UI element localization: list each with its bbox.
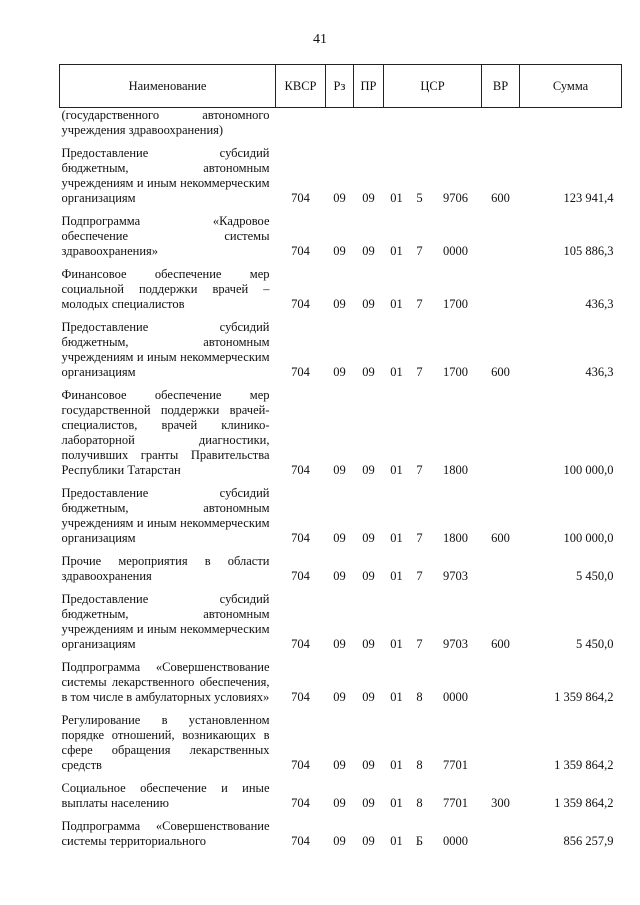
table-cell-vr [482,550,520,588]
table-cell-kvsr [276,108,326,143]
table-cell-rz [326,108,354,143]
table-cell-csr-program: 01 [390,758,403,772]
table-cell-vr: 300 [491,796,510,810]
table-cell-rz: 09 [333,244,346,258]
table-cell-rz: 09 [333,365,346,379]
table-cell-pr: 09 [362,297,375,311]
table-cell-pr [354,108,384,143]
table-cell-csr-program: 01 [390,690,403,704]
table-cell-csr-program: 01 [390,569,403,583]
table-cell-csr-subprogram: 7 [416,244,423,258]
table-cell-name: Подпрограмма «Совершенствование системы лекарственного обеспечения, в том числе в амбулаторных условиях» [61,660,270,704]
table-cell-pr: 09 [362,244,375,258]
table-cell-sum: 856 257,9 [563,834,614,848]
table-cell-sum: 1 359 864,2 [554,690,614,704]
table-cell-name: Подпрограмма «Кадровое обеспечение системы здравоохранения» [61,214,270,258]
header-kvsr: КВСР [276,65,326,108]
table-row [60,709,622,777]
table-row [60,384,622,482]
table-cell-kvsr: 704 [291,569,310,583]
table-cell-name: Подпрограмма «Совершенствование системы территориального [61,819,270,848]
table-cell-sum: 100 000,0 [563,463,614,477]
table-cell-rz: 09 [333,463,346,477]
table-cell-vr [482,263,520,316]
table-row [60,263,622,316]
table-cell-name: Предоставление субсидий бюджетным, автономным учреждениям и иным некоммерческим организациям [61,592,270,651]
table-cell-pr: 09 [362,365,375,379]
table-cell-sum: 1 359 864,2 [554,758,614,772]
table-cell-name: Прочие мероприятия в области здравоохранения [61,554,270,583]
table-cell-sum [520,108,622,143]
table-cell-kvsr: 704 [291,365,310,379]
table-cell-csr-subprogram: 7 [416,569,423,583]
table-cell-csr-code: 0000 [443,244,468,258]
table-row [60,777,622,815]
header-pr: ПР [354,65,384,108]
table-cell-vr: 600 [491,365,510,379]
table-cell-csr-subprogram: 8 [416,796,423,810]
table-cell-csr-program: 01 [390,463,403,477]
table-cell-rz: 09 [333,796,346,810]
table-row [60,108,622,143]
table-cell-pr: 09 [362,690,375,704]
table-cell-pr: 09 [362,758,375,772]
table-cell-csr-subprogram: Б [415,834,424,848]
table-cell-kvsr: 704 [291,191,310,205]
table-cell-csr-subprogram: 7 [416,463,423,477]
table-cell-kvsr: 704 [291,690,310,704]
table-cell-sum: 123 941,4 [563,191,614,205]
table-cell-vr: 600 [491,191,510,205]
table-cell-name: Предоставление субсидий бюджетным, автономным учреждениям и иным некоммерческим организациям [61,486,270,545]
table-cell-csr-code: 1800 [443,463,468,477]
table-row [60,656,622,709]
table-cell-name: Предоставление субсидий бюджетным, автономным учреждениям и иным некоммерческим организациям [61,320,270,379]
table-cell-name: Социальное обеспечение и иные выплаты населению [61,781,270,810]
table-cell-csr-program: 01 [390,531,403,545]
table-row [60,316,622,384]
table-cell-vr [482,656,520,709]
table-cell-pr: 09 [362,569,375,583]
table-cell-csr-program: 01 [390,796,403,810]
table-cell-csr-program: 01 [390,637,403,651]
table-cell-kvsr: 704 [291,834,310,848]
table-cell-pr: 09 [362,637,375,651]
page-number: 41 [313,32,327,47]
table-cell-csr-subprogram: 8 [416,690,423,704]
table-cell-csr-code: 0000 [443,834,468,848]
table-cell-csr-code [430,108,482,143]
table-cell-pr: 09 [362,834,375,848]
table-cell-csr-program: 01 [390,191,403,205]
header-name: Наименование [60,65,276,108]
table-cell-kvsr: 704 [291,637,310,651]
table-cell-csr-program: 01 [390,297,403,311]
table-cell-csr-code: 0000 [443,690,468,704]
table-cell-kvsr: 704 [291,531,310,545]
table-cell-vr [482,210,520,263]
table-cell-csr-program: 01 [390,244,403,258]
table-row [60,588,622,656]
table-cell-sum: 105 886,3 [563,244,614,258]
table-cell-csr-program: 01 [390,365,403,379]
table-cell-kvsr: 704 [291,244,310,258]
table-cell-csr-subprogram: 5 [416,191,423,205]
table-cell-vr: 600 [491,637,510,651]
table-cell-kvsr: 704 [291,297,310,311]
table-cell-pr: 09 [362,191,375,205]
table-cell-vr: 600 [491,531,510,545]
table-cell-csr-code: 1700 [443,297,468,311]
table-cell-rz: 09 [333,690,346,704]
table-cell-csr-code: 9703 [443,637,468,651]
table-cell-rz: 09 [333,637,346,651]
table-cell-sum: 436,3 [585,365,614,379]
header-sum: Сумма [520,65,622,108]
table-cell-csr-subprogram: 8 [416,758,423,772]
table-cell-csr-subprogram [410,108,430,143]
table-cell-name: Финансовое обеспечение мер государственной поддержки врачей-специалистов, врачей клинико-лабораторной диагностики, получивших гранты Правительства Республики Татарстан [61,388,270,477]
table-cell-vr [482,108,520,143]
table-cell-vr [482,384,520,482]
budget-table [59,64,622,853]
table-cell-name: (государственного автономного учреждения здравоохранения) [61,108,270,137]
table-cell-kvsr: 704 [291,463,310,477]
table-cell-sum: 100 000,0 [563,531,614,545]
table-cell-rz: 09 [333,531,346,545]
table-cell-vr [482,815,520,853]
table-cell-rz: 09 [333,758,346,772]
table-cell-csr-subprogram: 7 [416,297,423,311]
table-cell-csr-subprogram: 7 [416,531,423,545]
table-cell-rz: 09 [333,297,346,311]
header-vr: ВР [482,65,520,108]
table-cell-sum: 436,3 [585,297,614,311]
table-cell-csr-program: 01 [390,834,403,848]
table-row [60,142,622,210]
table-cell-csr-code: 7701 [443,758,468,772]
table-cell-csr-code: 1700 [443,365,468,379]
table-cell-kvsr: 704 [291,758,310,772]
header-rz: Рз [326,65,354,108]
table-cell-csr-program [384,108,410,143]
table-cell-pr: 09 [362,796,375,810]
table-cell-rz: 09 [333,834,346,848]
header-csr: ЦСР [384,65,482,108]
table-cell-csr-subprogram: 7 [416,365,423,379]
table-cell-csr-code: 1800 [443,531,468,545]
table-body [60,108,622,854]
table-cell-csr-subprogram: 7 [416,637,423,651]
table-cell-name: Регулирование в установленном порядке отношений, возникающих в сфере обращения лекарственных средств [61,713,270,772]
table-row [60,482,622,550]
table-cell-pr: 09 [362,463,375,477]
table-cell-kvsr: 704 [291,796,310,810]
table-cell-name: Финансовое обеспечение мер социальной поддержки врачей – молодых специалистов [61,267,270,311]
table-cell-sum: 5 450,0 [576,569,614,583]
table-cell-rz: 09 [333,569,346,583]
table-row [60,815,622,853]
table-cell-name: Предоставление субсидий бюджетным, автономным учреждениям и иным некоммерческим организациям [61,146,270,205]
table-row [60,550,622,588]
table-cell-csr-code: 9706 [443,191,468,205]
table-cell-vr [482,709,520,777]
table-cell-rz: 09 [333,191,346,205]
table-cell-csr-code: 9703 [443,569,468,583]
table-cell-csr-code: 7701 [443,796,468,810]
table-row [60,210,622,263]
table-header [60,65,622,108]
table-cell-sum: 1 359 864,2 [554,796,614,810]
table-cell-pr: 09 [362,531,375,545]
table-cell-sum: 5 450,0 [576,637,614,651]
